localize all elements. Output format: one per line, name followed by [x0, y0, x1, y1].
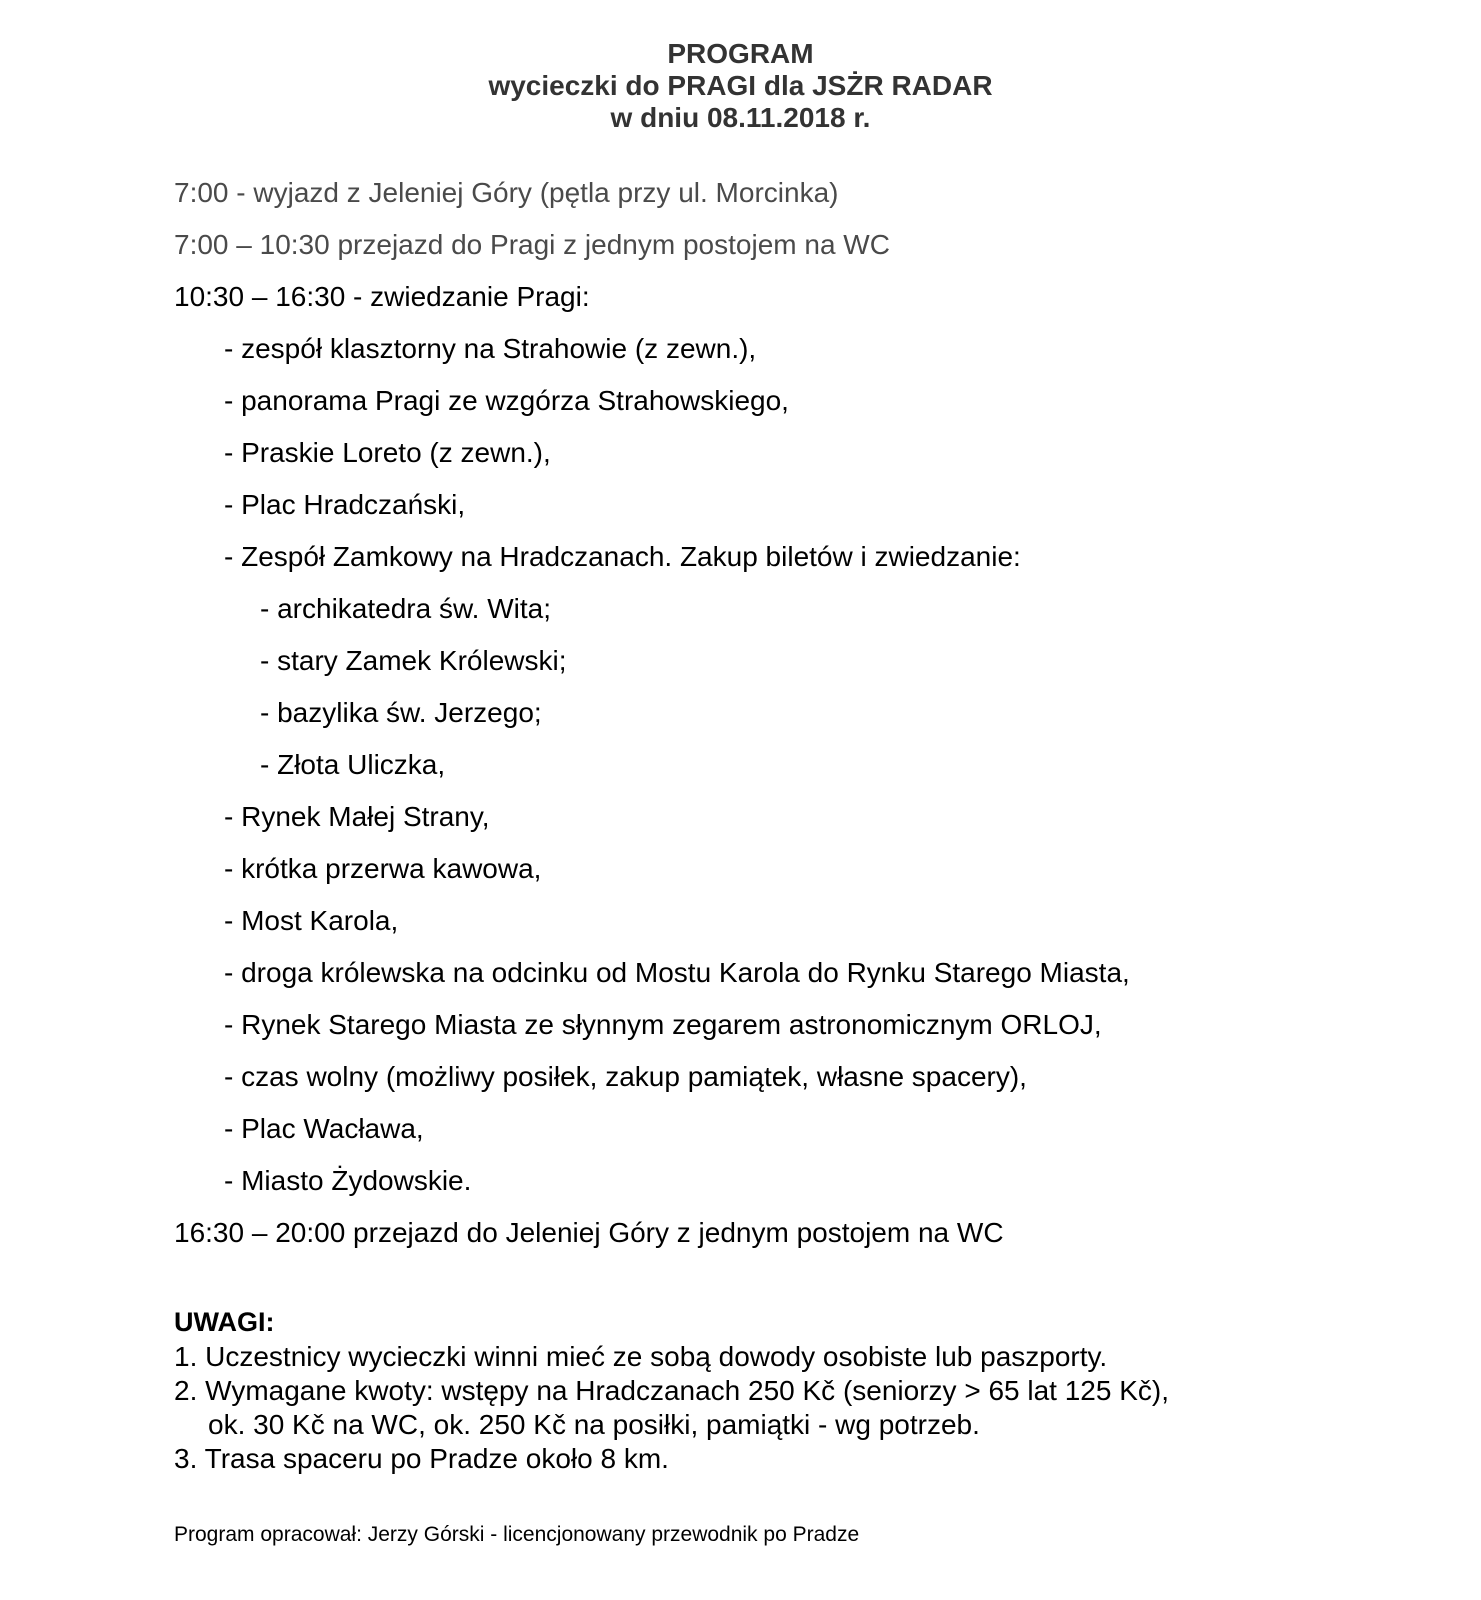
note-item: 3. Trasa spaceru po Pradze około 8 km.: [174, 1443, 669, 1474]
list-item: - krótka przerwa kawowa,: [224, 853, 542, 884]
note-item: 2. Wymagane kwoty: wstępy na Hradczanach 250 Kč (seniorzy > 65 lat 125 Kč),: [174, 1375, 1170, 1406]
list-item: - czas wolny (możliwy posiłek, zakup pamiątek, własne spacery),: [224, 1061, 1027, 1092]
schedule-departure: 7:00 - wyjazd z Jeleniej Góry (pętla przy ul. Morcinka): [174, 177, 839, 208]
list-item: - Most Karola,: [224, 905, 399, 936]
schedule-transfer-to-prague: 7:00 – 10:30 przejazd do Pragi z jednym postojem na WC: [174, 229, 890, 260]
author-footer: Program opracował: Jerzy Górski - licencjonowany przewodnik po Pradze: [174, 1523, 860, 1546]
title-line-date: w dniu 08.11.2018 r.: [610, 102, 871, 133]
list-item: - Rynek Starego Miasta ze słynnym zegarem astronomicznym ORLOJ,: [224, 1009, 1102, 1040]
sub-list-item: - bazylika św. Jerzego;: [260, 697, 542, 728]
list-item: - droga królewska na odcinku od Mostu Karola do Rynku Starego Miasta,: [224, 957, 1130, 988]
list-item: - Plac Hradczański,: [224, 489, 466, 520]
list-item: - zespół klasztorny na Strahowie (z zewn.),: [224, 333, 757, 364]
notes-heading: UWAGI:: [174, 1307, 275, 1337]
note-item-continuation: ok. 30 Kč na WC, ok. 250 Kč na posiłki, pamiątki - wg potrzeb.: [208, 1409, 980, 1440]
schedule-return: 16:30 – 20:00 przejazd do Jeleniej Góry z jednym postojem na WC: [174, 1217, 1004, 1248]
list-item: - Praskie Loreto (z zewn.),: [224, 437, 551, 468]
list-item: - Miasto Żydowskie.: [224, 1165, 472, 1196]
note-item: 1. Uczestnicy wycieczki winni mieć ze sobą dowody osobiste lub paszporty.: [174, 1341, 1108, 1372]
title-line-trip: wycieczki do PRAGI dla JSŻR RADAR: [488, 70, 993, 101]
sub-list-item: - archikatedra św. Wita;: [260, 593, 551, 624]
list-item: - Rynek Małej Strany,: [224, 801, 490, 832]
sub-list-item: - Złota Uliczka,: [260, 749, 446, 780]
document-title: [0, 38, 1481, 134]
list-item: - Plac Wacława,: [224, 1113, 424, 1144]
title-line-program: PROGRAM: [667, 38, 814, 69]
list-item: - Zespół Zamkowy na Hradczanach. Zakup biletów i zwiedzanie:: [224, 541, 1021, 572]
list-item: - panorama Pragi ze wzgórza Strahowskiego,: [224, 385, 789, 416]
schedule-sightseeing-header: 10:30 – 16:30 - zwiedzanie Pragi:: [174, 281, 590, 312]
sub-list-item: - stary Zamek Królewski;: [260, 645, 567, 676]
